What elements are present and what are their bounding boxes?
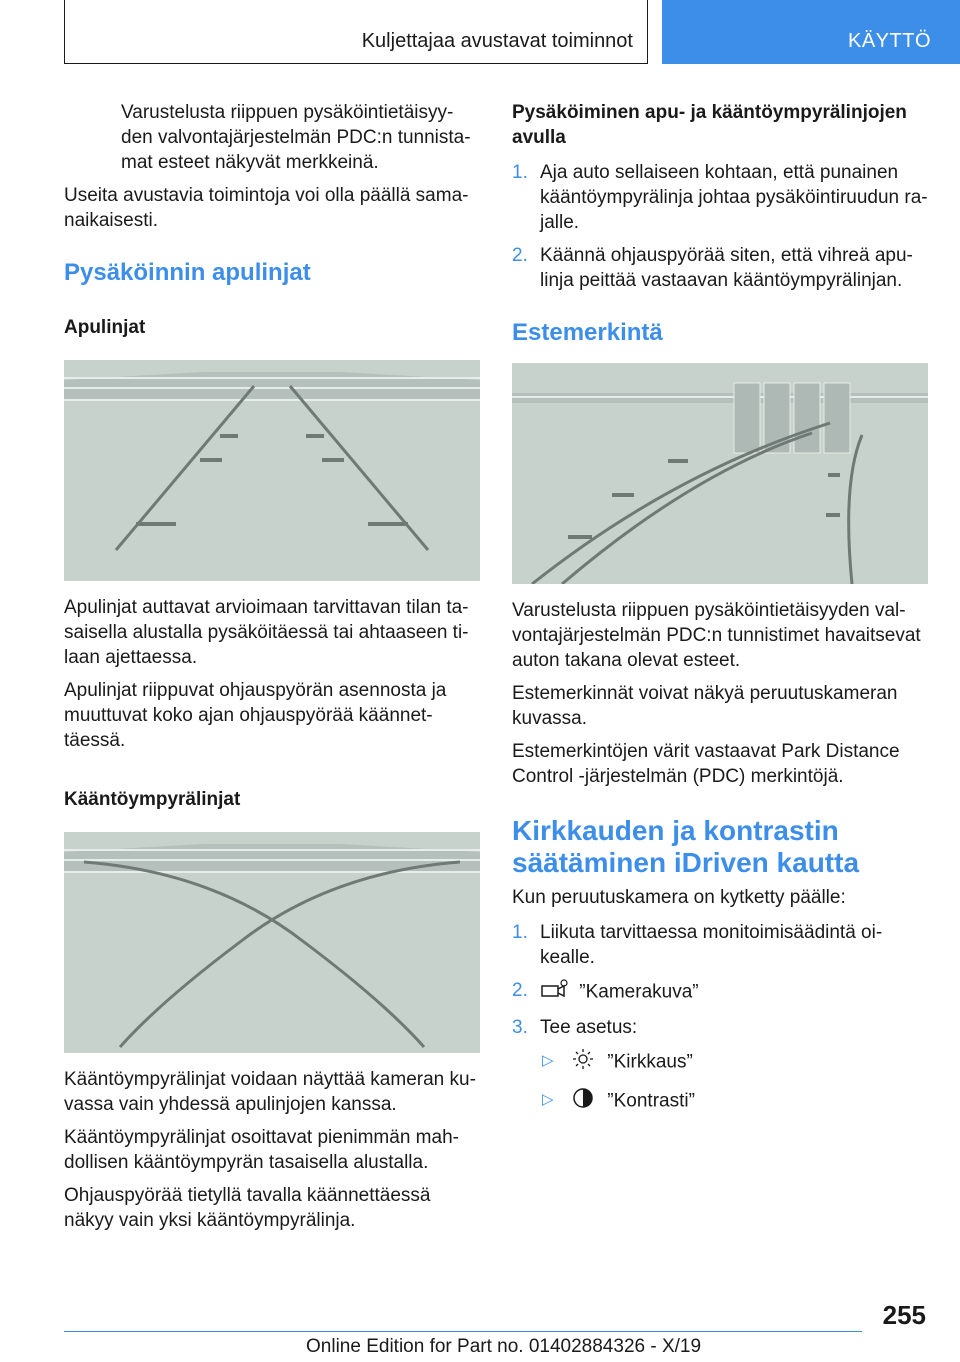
brightness-intro: Kun peruutuskamera on kytketty päälle:	[512, 887, 846, 908]
guide-line-mark	[568, 535, 592, 539]
obstacle-marker	[734, 383, 760, 453]
option-text: ”Kirkkaus”	[607, 1051, 693, 1073]
obstacle-paragraph-1: Varustelusta riippuen pysäköintietäisyyden val-vontajärjestelmän PDC:n tunnistimet havaitsevat auton takana olevat esteet.	[512, 600, 921, 671]
step-text: Liikuta tarvittaessa monitoimisäädintä oi-kealle.	[540, 922, 883, 968]
step-number: 2.	[512, 980, 528, 1001]
step-text: Aja auto sellaiseen kohtaan, että punainen kääntöympyrälinja johtaa pysäköintiruudun ra-jalle.	[540, 162, 928, 233]
camera-settings-icon	[540, 978, 574, 1007]
heading-obstacle-markers: Estemerkintä	[512, 319, 663, 346]
section-tab-label: KÄYTTÖ	[848, 30, 932, 52]
guide-line-mark	[136, 522, 176, 526]
guide-lines-image	[64, 360, 480, 581]
guide-line-mark	[612, 493, 634, 497]
heading-brightness-contrast: Kirkkauden ja kontrastin säätäminen iDriven kautta	[512, 815, 860, 878]
turning-lines-paragraph-2: Kääntöympyrälinjat osoittavat pienimmän mah-dollisen kääntöympyrän tasaisella alustalla.	[64, 1127, 459, 1173]
footer-edition: Online Edition for Part no. 01402884326 - X/19	[306, 1336, 702, 1357]
page-number: 255	[882, 1300, 926, 1330]
left-column	[64, 100, 482, 1241]
guide-lines-paragraph-2: Apulinjat riippuvat ohjauspyörän asennosta ja muuttuvat koko ajan ohjauspyörää käännet-täessä.	[64, 680, 447, 751]
right-column	[512, 100, 932, 1126]
turning-lines-paragraph-3: Ohjauspyörää tietyllä tavalla käännettäessä näkyy vain yksi kääntöympyrälinja.	[64, 1185, 431, 1231]
guide-line-mark	[220, 434, 238, 438]
step-item	[512, 1015, 932, 1040]
turning-lines-paragraph-1: Kääntöympyrälinjat voidaan näyttää kameran ku-vassa vain yhdessä apulinjojen kanssa.	[64, 1069, 476, 1115]
header-title-box	[64, 0, 648, 64]
intro-indented: Varustelusta riippuen pysäköintietäisyy-den valvontajärjestelmän PDC:n tunnista-mat esteet näkyvät merkkeinä.	[121, 102, 471, 173]
obstacle-paragraph-2: Estemerkinnät voivat näkyä peruutuskameran kuvassa.	[512, 683, 898, 729]
step-number: 1.	[512, 162, 528, 183]
guide-line-mark	[826, 513, 840, 517]
step-text: Tee asetus:	[540, 1017, 638, 1038]
obstacle-marker	[794, 383, 820, 453]
obstacle-marker	[824, 383, 850, 453]
step-number: 3.	[512, 1017, 528, 1038]
step-number: 1.	[512, 922, 528, 943]
step-number: 2.	[512, 245, 528, 266]
step-item	[512, 978, 932, 1007]
section-tab	[662, 0, 960, 64]
guide-line-mark	[306, 434, 324, 438]
step-item	[512, 243, 932, 293]
obstacle-paragraph-3: Estemerkintöjen värit vastaavat Park Distance Control -järjestelmän (PDC) merkintöjä.	[512, 741, 900, 787]
step-text: Käännä ohjauspyörää siten, että vihreä apu-linja peittää vastaavan kääntöympyrälinjan.	[540, 245, 913, 291]
list-marker: ▷	[542, 1052, 554, 1069]
guide-line-mark	[322, 458, 344, 462]
list-marker: ▷	[542, 1091, 554, 1108]
contrast-icon	[572, 1087, 602, 1116]
setting-option	[512, 1087, 932, 1116]
step-item	[512, 160, 932, 235]
guide-line-mark	[828, 473, 840, 477]
subheading-parking-with-lines: Pysäköiminen apu- ja kääntöympyrälinjojen avulla	[512, 102, 907, 148]
subheading-guide-lines: Apulinjat	[64, 317, 146, 338]
step-item	[512, 920, 932, 970]
turning-circle-lines-image	[64, 832, 480, 1053]
brightness-icon	[572, 1048, 602, 1077]
step-text: ”Kamerakuva”	[579, 981, 699, 1003]
subheading-turning-circle-lines: Kääntöympyrälinjat	[64, 789, 241, 810]
header-title: Kuljettajaa avustavat toiminnot	[361, 30, 633, 52]
setting-option	[512, 1048, 932, 1077]
obstacle-markers-image	[512, 363, 928, 584]
guide-lines-paragraph-1: Apulinjat auttavat arvioimaan tarvittavan tilan ta-saisella alustalla pysäköitäessä tai ahtaaseen ti-laan ajettaessa.	[64, 597, 469, 668]
footer-divider	[64, 1331, 862, 1332]
option-text: ”Kontrasti”	[607, 1090, 695, 1112]
guide-line-mark	[200, 458, 222, 462]
guide-line-mark	[368, 522, 408, 526]
intro-paragraph: Useita avustavia toimintoja voi olla päällä sama-naikaisesti.	[64, 185, 469, 231]
guide-line-mark	[668, 459, 688, 463]
heading-parking-lines: Pysäköinnin apulinjat	[64, 259, 311, 286]
